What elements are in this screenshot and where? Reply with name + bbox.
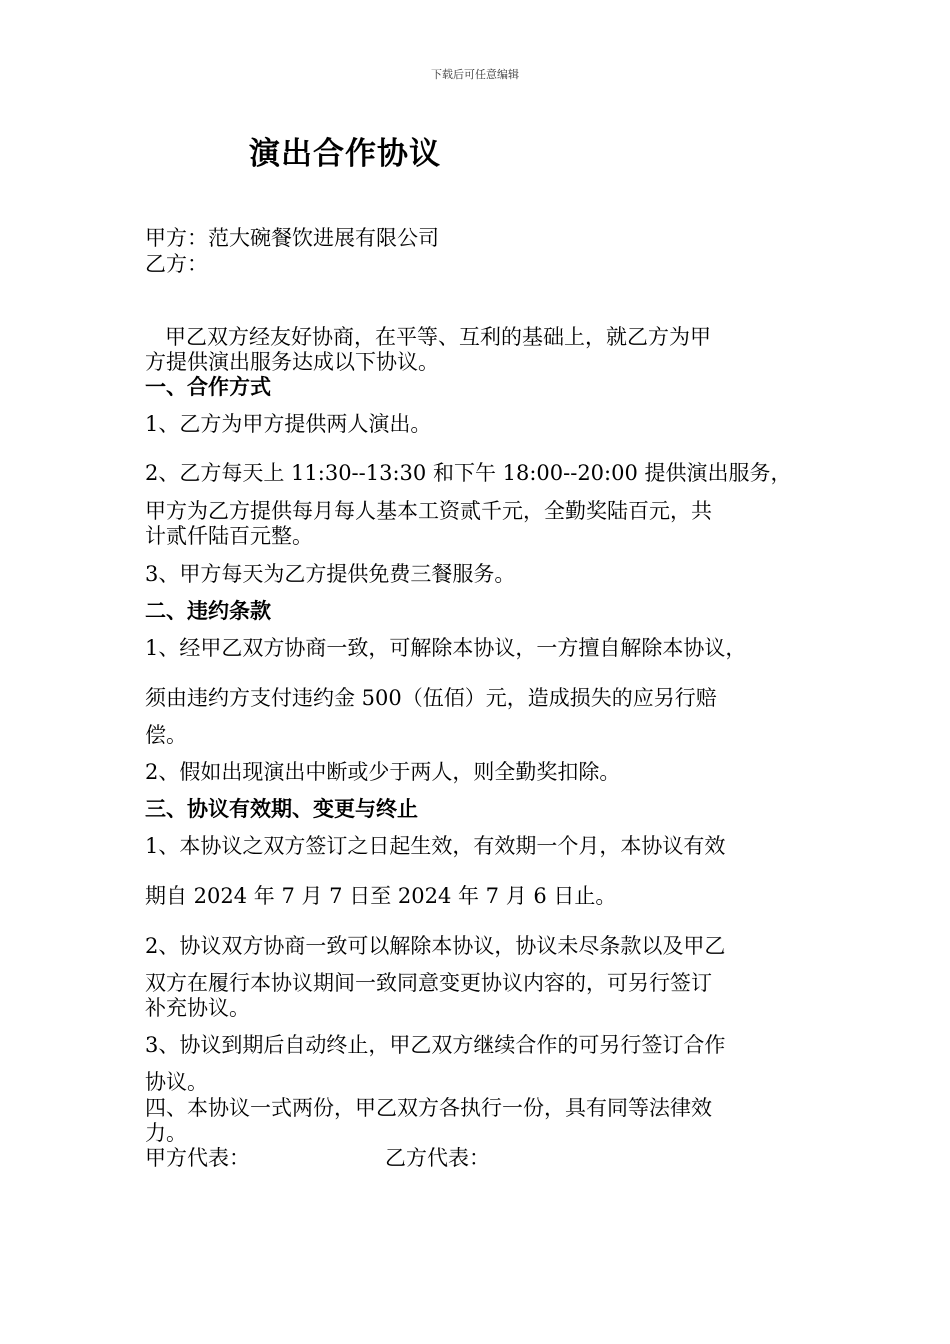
- section-3-item-1-line-2: 期自 2024 年 7 月 7 日至 2024 年 7 月 6 日止。: [145, 884, 617, 908]
- section-1-item-2-line-3: 计贰仟陆百元整。: [145, 524, 313, 548]
- section-1-item-2-line-2: 甲方为乙方提供每月每人基本工资贰千元，全勤奖陆百元，共: [145, 499, 712, 523]
- section-3-item-1-line-1: 1、本协议之双方签订之日起生效，有效期一个月，本协议有效: [145, 834, 726, 858]
- section-2-item-2: 2、假如出现演出中断或少于两人，则全勤奖扣除。: [145, 760, 621, 784]
- section-1-item-2-line-1: 2、乙方每天上 11:30--13:30 和下午 18:00--20:00 提供演出服务，: [145, 461, 792, 485]
- section-2-item-1-line-1: 1、经甲乙双方协商一致，可解除本协议，一方擅自解除本协议，: [145, 636, 747, 660]
- section-3-item-2-line-3: 补充协议。: [145, 996, 250, 1020]
- document-title: 演出合作协议: [249, 136, 441, 172]
- section-2-heading: 二、违约条款: [145, 599, 271, 623]
- section-2-item-1-line-2: 须由违约方支付违约金 500（伍佰）元，造成损失的应另行赔: [145, 686, 717, 710]
- section-3-item-3-line-2: 协议。: [145, 1070, 208, 1094]
- party-b-representative: 乙方代表：: [385, 1146, 490, 1170]
- section-1-item-1: 1、乙方为甲方提供两人演出。: [145, 412, 432, 436]
- party-a-line: 甲方：范大碗餐饮进展有限公司: [145, 226, 439, 250]
- header-note: 下载后可任意编辑: [431, 68, 519, 81]
- section-4-line-1: 四、本协议一式两份，甲乙双方各执行一份，具有同等法律效: [145, 1096, 712, 1120]
- section-2-item-1-line-3: 偿。: [145, 723, 187, 747]
- party-b-line: 乙方：: [145, 252, 208, 276]
- party-a-representative: 甲方代表：: [145, 1146, 250, 1170]
- section-3-heading: 三、协议有效期、变更与终止: [145, 797, 418, 821]
- section-3-item-3-line-1: 3、协议到期后自动终止，甲乙双方继续合作的可另行签订合作: [145, 1033, 726, 1057]
- section-1-item-3: 3、甲方每天为乙方提供免费三餐服务。: [145, 562, 516, 586]
- section-3-item-2-line-1: 2、协议双方协商一致可以解除本协议，协议未尽条款以及甲乙: [145, 934, 726, 958]
- intro-line-1: 甲乙双方经友好协商，在平等、互利的基础上，就乙方为甲: [145, 325, 712, 349]
- section-3-item-2-line-2: 双方在履行本协议期间一致同意变更协议内容的，可另行签订: [145, 971, 712, 995]
- section-4-line-2: 力。: [145, 1121, 187, 1145]
- intro-line-2: 方提供演出服务达成以下协议。: [145, 350, 439, 374]
- section-1-heading: 一、合作方式: [145, 375, 271, 399]
